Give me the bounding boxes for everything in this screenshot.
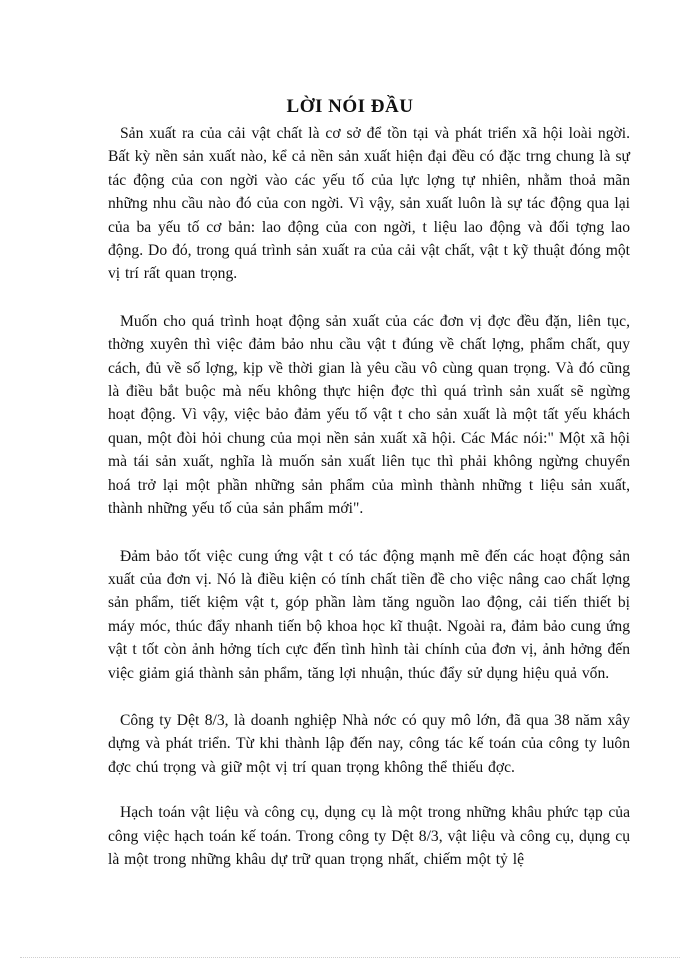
paragraph-3: Đảm bảo tốt việc cung ứng vật t có tác động mạnh mẽ đến các hoạt động sản xuất của đơn vị. Nó là điều kiện có tính chất tiền đề cho việc nâng cao chất lợng sản phẩm, tiết kiệm vật t, góp phần làm tăng nguồn lao động, cải tiến thiết bị máy móc, thúc đẩy nhanh tiến bộ khoa học kĩ thuật. Ngoài ra, đảm bảo cung ứng vật t tốt còn ảnh hởng tích cực đến tình hình tài chính của đơn vị, ảnh hởng đến việc giảm giá thành sản phẩm, tăng lợi nhuận, thúc đẩy sử dụng hiệu quả vốn. [108,547,630,682]
paragraph-2: Muốn cho quá trình hoạt động sản xuất của các đơn vị đợc đều đặn, liên tục, thờng xuyên thì việc đảm bảo nhu cầu vật t đúng về chất lợng, phẩm chất, quy cách, đủ về số lợng, kịp về thời gian là yêu cầu vô cùng quan trọng. Và đó cũng là điều bắt buộc mà nếu không thực hiện đợc thì quá trình sản xuất sẽ ngừng hoạt động. Vì vậy, việc bảo đảm yếu tố vật t cho sản xuất là một tất yếu khách quan, một đòi hỏi chung của mọi nền sản xuất xã hội. Các Mác nói:" Một xã hội mà tái sản xuất, nghĩa là muốn sản xuất liên tục thì phải không ngừng chuyển hoá trở lại một phần những sản phẩm của mình thành những t liệu sản xuất, thành những yếu tố của sản phẩm mới". [108,312,630,518]
paragraph-5: Hạch toán vật liệu và công cụ, dụng cụ là một trong những khâu phức tạp của công việc hạch toán kế toán. Trong công ty Dệt 8/3, vật liệu và công cụ, dụng cụ là một trong những khâu dự trữ quan trọng nhất, chiếm một tỷ lệ [108,804,630,868]
page-title: LỜI NÓI ĐẦU [286,96,414,117]
page-bottom-divider [20,957,680,958]
document-body [108,122,630,895]
paragraph-1: Sản xuất ra của cải vật chất là cơ sở để tồn tại và phát triển xã hội loài ngời. Bất kỳ nền sản xuất nào, kể cả nền sản xuất hiện đại đều có đặc trng chung là sự tác động của con ngời vào các yếu tố của lực lợng tự nhiên, nhằm thoả mãn những nhu cầu nào đó của con ngời. Vì vậy, sản xuất luôn là sự tác động qua lại của ba yếu tố cơ bản: lao động của con ngời, t liệu lao động và đối tợng lao động. Do đó, trong quá trình sản xuất ra của cải vật chất, vật t kỹ thuật đóng một vị trí rất quan trọng. [108,125,630,283]
paragraph-4: Công ty Dệt 8/3, là doanh nghiệp Nhà nớc có quy mô lớn, đã qua 38 năm xây dựng và phát triển. Từ khi thành lập đến nay, công tác kế toán của công ty luôn đợc chú trọng và giữ một vị trí quan trọng không thể thiếu đợc. [108,711,630,776]
